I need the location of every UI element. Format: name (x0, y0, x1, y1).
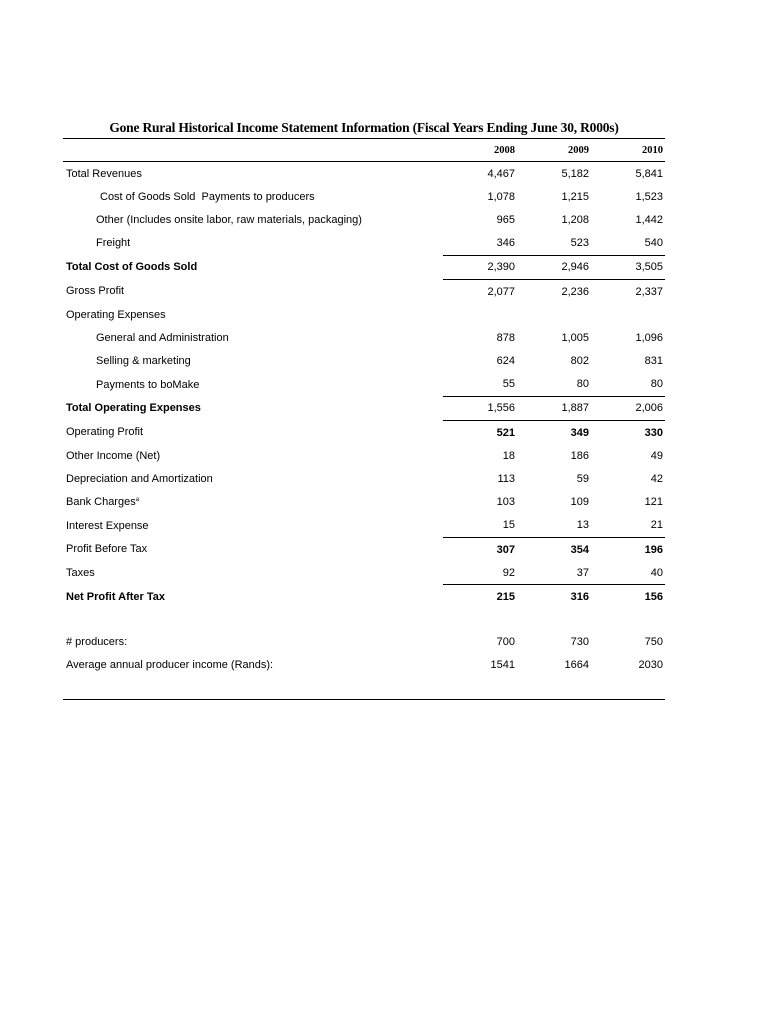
income-table (63, 139, 665, 677)
row-label: Cost of Goods Sold Payments to producers (100, 190, 315, 203)
table-row (63, 279, 665, 303)
value-cell: 349 (517, 421, 591, 445)
row-label: Depreciation and Amortization (66, 473, 213, 486)
row-label: Payments to boMake (96, 378, 200, 391)
row-label: Taxes (66, 567, 95, 580)
value-cell: 5,841 (635, 167, 663, 180)
header-label-cell (63, 139, 443, 162)
value-cell: 186 (570, 449, 589, 462)
value-cell: 1,442 (635, 213, 663, 226)
table-row (63, 185, 665, 208)
bottom-divider (63, 699, 665, 700)
value-cell: 156 (591, 585, 665, 609)
value-cell: 330 (591, 421, 665, 445)
value-cell: 354 (517, 538, 591, 562)
year-header: 2010 (591, 139, 665, 162)
value-cell: 196 (591, 538, 665, 562)
value-cell: 49 (650, 449, 663, 462)
value-cell: 2,946 (517, 255, 591, 279)
row-label: Gross Profit (66, 285, 125, 298)
income-statement (63, 118, 665, 700)
value-cell: 1664 (564, 659, 589, 672)
value-cell: 3,505 (591, 255, 665, 279)
table-row (63, 396, 665, 420)
value-cell: 1,215 (561, 190, 589, 203)
row-label: Total Cost of Goods Sold (66, 261, 198, 274)
row-label (63, 491, 443, 514)
value-cell: 750 (644, 636, 663, 649)
row-label: Other Income (Net) (66, 449, 161, 462)
row-label: # producers: (66, 636, 128, 649)
value-cell: 878 (496, 331, 515, 344)
value-cell: 831 (644, 355, 663, 368)
row-label: Operating Profit (66, 426, 144, 439)
value-cell (443, 303, 517, 326)
value-cell: 1,078 (487, 190, 515, 203)
value-cell: 80 (576, 378, 589, 391)
table-row (63, 538, 665, 562)
table-row (63, 162, 665, 186)
row-label-text: Bank Charges (66, 496, 136, 509)
value-cell: 730 (570, 636, 589, 649)
value-cell: 42 (650, 473, 663, 486)
value-cell: 40 (650, 566, 663, 579)
value-cell: 80 (650, 378, 663, 391)
row-label: Net Profit After Tax (66, 590, 166, 603)
value-cell: 15 (502, 519, 515, 532)
statement-title: Gone Rural Historical Income Statement Information (Fiscal Years Ending June 30, R000s) (63, 118, 665, 139)
table-row (63, 421, 665, 445)
table-row (63, 303, 665, 326)
table-row (63, 654, 665, 677)
footnote-marker: a (135, 497, 140, 504)
table-row (63, 631, 665, 654)
year-header: 2009 (517, 139, 591, 162)
row-label: Profit Before Tax (66, 543, 148, 556)
value-cell: 59 (576, 473, 589, 486)
value-cell: 113 (497, 473, 515, 486)
value-cell: 2,236 (517, 279, 591, 303)
value-cell: 624 (496, 355, 515, 368)
table-row (63, 467, 665, 490)
table-row (63, 326, 665, 349)
row-label: Freight (96, 237, 131, 250)
value-cell: 965 (496, 213, 515, 226)
value-cell: 1,096 (635, 331, 663, 344)
value-cell: 13 (576, 519, 589, 532)
value-cell: 2,077 (443, 279, 517, 303)
value-cell: 5,182 (561, 167, 589, 180)
value-cell: 4,467 (487, 167, 515, 180)
year-header-row (63, 139, 665, 162)
value-cell (517, 303, 591, 326)
value-cell: 18 (502, 449, 515, 462)
spacer-row (63, 609, 665, 631)
value-cell: 2,006 (591, 396, 665, 420)
value-cell: 521 (443, 421, 517, 445)
value-cell: 55 (502, 378, 515, 391)
row-label: Selling & marketing (96, 355, 191, 368)
table-row (63, 561, 665, 585)
row-label: Other (Includes onsite labor, raw materials, packaging) (96, 213, 362, 226)
value-cell: 109 (570, 496, 589, 509)
row-label: Operating Expenses (66, 308, 166, 321)
value-cell: 121 (644, 496, 663, 509)
value-cell: 1541 (490, 659, 515, 672)
table-row (63, 232, 665, 256)
row-label: Average annual producer income (Rands): (66, 659, 274, 672)
year-header: 2008 (443, 139, 517, 162)
value-cell: 307 (443, 538, 517, 562)
table-row (63, 585, 665, 609)
value-cell: 2,390 (443, 255, 517, 279)
value-cell: 700 (496, 636, 515, 649)
value-cell: 215 (443, 585, 517, 609)
value-cell: 523 (570, 237, 589, 250)
value-cell: 2030 (638, 659, 663, 672)
table-row (63, 208, 665, 231)
row-label: Total Revenues (66, 167, 142, 180)
row-label: General and Administration (96, 331, 229, 344)
value-cell: 316 (517, 585, 591, 609)
table-row (63, 373, 665, 397)
value-cell: 21 (650, 519, 663, 532)
value-cell: 1,523 (635, 190, 663, 203)
value-cell: 103 (496, 496, 515, 509)
row-label: Total Operating Expenses (66, 402, 201, 415)
table-row (63, 514, 665, 538)
table-row (63, 491, 665, 514)
value-cell: 1,005 (561, 331, 589, 344)
table-row (63, 350, 665, 373)
value-cell: 1,208 (561, 213, 589, 226)
value-cell (591, 303, 665, 326)
value-cell: 2,337 (591, 279, 665, 303)
value-cell: 346 (496, 237, 515, 250)
value-cell: 1,887 (517, 396, 591, 420)
value-cell: 1,556 (443, 396, 517, 420)
table-row (63, 444, 665, 467)
value-cell: 802 (570, 355, 589, 368)
value-cell: 92 (502, 566, 515, 579)
value-cell: 37 (576, 566, 589, 579)
table-row (63, 255, 665, 279)
row-label: Interest Expense (66, 519, 149, 532)
value-cell: 540 (644, 237, 663, 250)
